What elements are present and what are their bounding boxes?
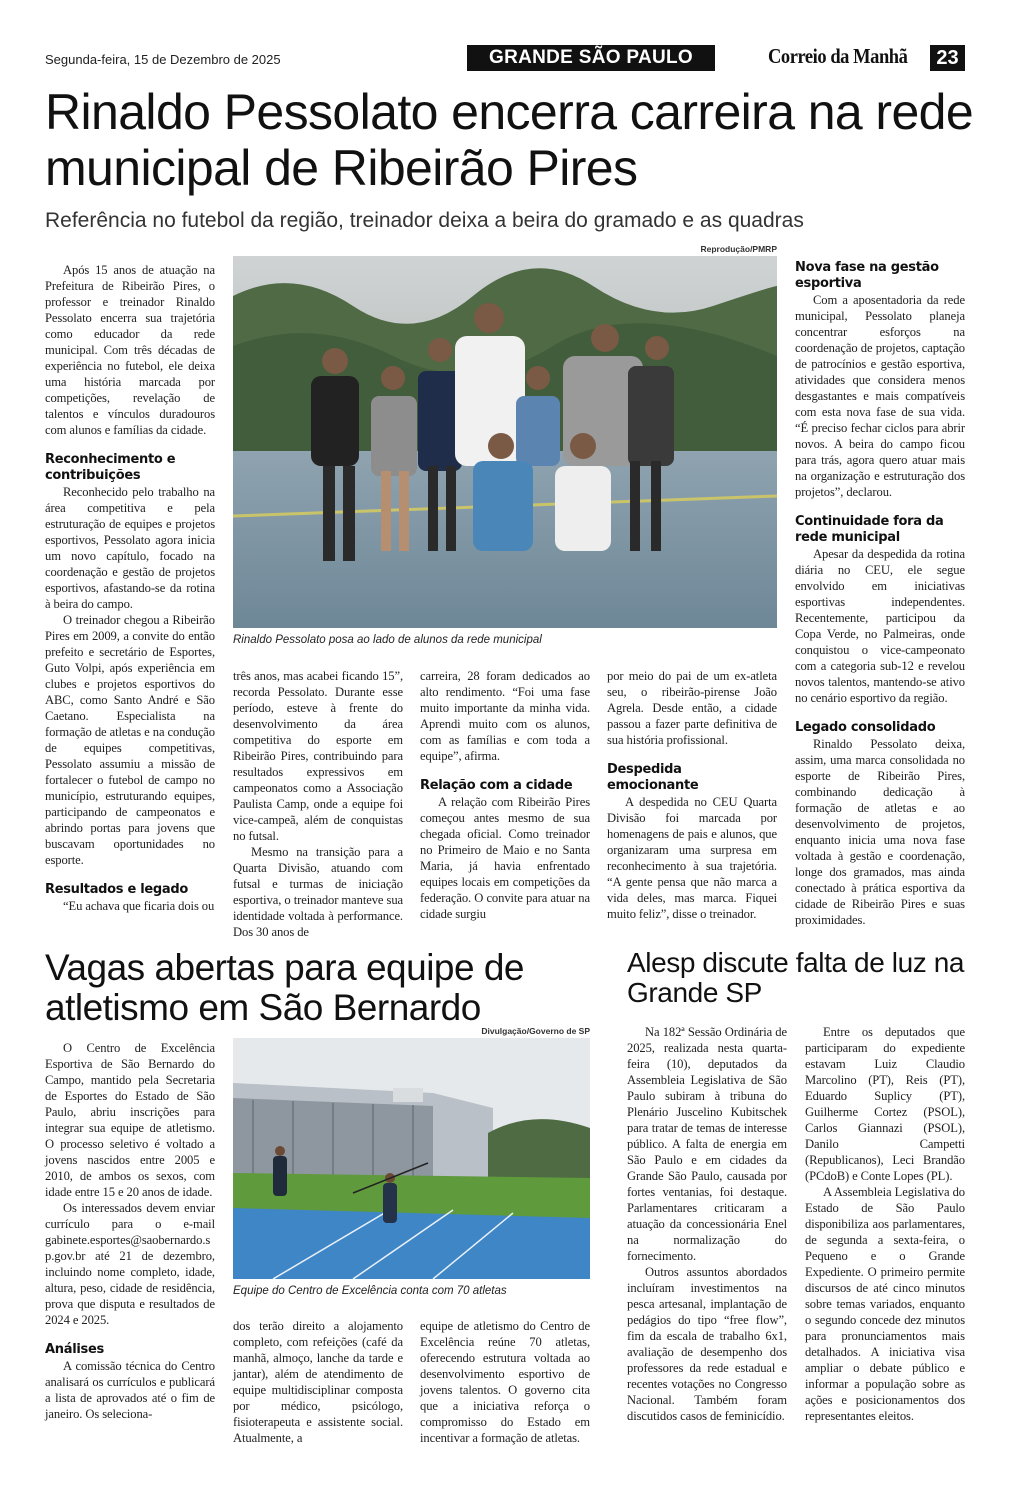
athletics-column-3 — [420, 1318, 590, 1446]
subheading: Relação com a cidade — [420, 778, 573, 793]
paragraph: “Eu achava que ficaria dois ou — [63, 899, 215, 913]
paragraph: dos terão direito a alojamento completo, com refeições (café da manhã, almoço, lanche da tarde e jantar), além de atendimento de equipe multidisciplinar composta por médico, psicólogo, fisioterapeuta e assistente social. Atualmente, a — [233, 1319, 403, 1445]
main-headline: Rinaldo Pessolato encerra carreira na rede municipal de Ribeirão Pires — [45, 84, 974, 196]
paragraph: O Centro de Excelência Esportiva de São Bernardo do Campo, mantido pela Secretaria de Esportes do Estado de São Paulo, abriu inscrições para integrar sua equipe de atletismo. O processo seletivo é voltado a jovens nascidos entre 2005 e 2010, de ambos os sexos, com idade entre 15 e 20 anos de idade. — [45, 1041, 215, 1199]
main-photo-credit: Reprodução/PMRP — [700, 244, 777, 254]
edition-date: Segunda-feira, 15 de Dezembro de 2025 — [45, 52, 281, 67]
paragraph: A Assembleia Legislativa do Estado de São Paulo disponibiliza aos parlamentares, de segunda a sexta-feira, o Pequeno e o Grande Expediente. O primeiro permite discursos de até cinco minutos sobre temas variados, enquanto o segundo concede dez minutos para pronunciamentos mais detalhados. A iniciativa visa ampliar o debate público e informar a população sobre as ações e posicionamentos dos representantes eleitos. — [805, 1185, 965, 1423]
subheading: Continuidade fora da rede municipal — [795, 514, 944, 545]
paragraph: Reconhecido pelo trabalho na área competitiva e pela estruturação de equipes e projetos esportivos, Pessolato agora inicia um novo capítulo, focado na coordenação e gestão de projetos esportivos, afastando-se da rotina à beira do campo. — [45, 485, 215, 611]
paragraph: A relação com Ribeirão Pires começou antes mesmo de sua chegada oficial. Como treinador no Primeiro de Maio e no Santa Maria, já havia enfrentado equipes locais em competições da federação. O convite para atuar na cidade surgiu — [420, 795, 590, 921]
main-subtitle: Referência no futebol da região, treinador deixa a beira do gramado e as quadras — [45, 209, 804, 232]
paragraph: Rinaldo Pessolato deixa, assim, uma marca consolidada no esporte de Ribeirão Pires, combinando dedicação à formação de atletas e ao desenvolvimento de projetos, enquanto inicia uma nova fase voltada à gestão e coordenação, longe dos gramados, mas ainda conectado à prática esportiva da cidade de Ribeirão Pires e suas proximidades. — [795, 737, 965, 927]
section-label: GRANDE SÃO PAULO — [467, 45, 715, 71]
athletics-column-2 — [233, 1318, 403, 1446]
athletics-headline: Vagas abertas para equipe de atletismo em São Bernardo — [45, 947, 525, 1028]
subheading: Resultados e legado — [45, 882, 188, 897]
paragraph: Apesar da despedida da rotina diária no CEU, ele segue envolvido em iniciativas esportivas independentes. Recentemente, participou da Copa Verde, no Palmeiras, onde conquistou o vice-campeonato com a categoria sub-12 e revelou novos talentos, mantendo-se ativo no cenário esportivo da região. — [795, 547, 965, 705]
athletics-photo — [233, 1038, 590, 1279]
paragraph: O treinador chegou a Ribeirão Pires em 2009, a convite do então prefeito e secretário de Esportes, Guto Volpi, após experiência em clubes e projetos esportivos do ABC, como Santo André e São Caetano. Especialista na formação de atletas e na condução de equipes competitivas, Pessolato assumiu a missão de fortalecer o futebol de campo no município, estruturando equipes, participando de campeonatos e abrindo portas para jovens que buscavam oportunidades no esporte. — [45, 613, 215, 867]
main-article-column-4 — [607, 668, 777, 922]
main-photo — [233, 256, 777, 628]
paragraph: Após 15 anos de atuação na Prefeitura de Ribeirão Pires, o professor e treinador Rinaldo Pessolato encerra sua trajetória como educador da rede municipal. Com três décadas de experiência no futebol, ele deixa uma história marcada por competições, revelação de talentos e vínculos duradouros com alunos e famílias da cidade. — [45, 263, 215, 437]
paragraph: três anos, mas acabei ficando 15”, recorda Pessolato. Durante esse período, esteve à frente do desenvolvimento da área competitiva do esporte em Ribeirão Pires, contribuindo para resultados expressivos em campeonatos como a Associação Paulista Camp, onde a equipe foi vice-campeã, além de conquistas no futsal. — [233, 669, 403, 843]
athletics-photo-illustration — [233, 1038, 590, 1279]
paragraph: Mesmo na transição para a Quarta Divisão, atuando com futsal e turmas de iniciação esportiva, o treinador manteve sua identidade voltada à performance. Dos 30 anos de — [233, 845, 403, 939]
group-photo-illustration — [233, 256, 777, 628]
main-article-column-3 — [420, 668, 590, 922]
alesp-column-1 — [627, 1024, 787, 1424]
athletics-photo-caption: Equipe do Centro de Excelência conta com 70 atletas — [233, 1285, 507, 1297]
paragraph: Com a aposentadoria da rede municipal, Pessolato planeja concentrar esforços na coordenação de projetos, captação de patrocínios e gestão esportiva, atividades que considera menos desgastantes e mais compatíveis com esta nova fase de sua vida. “É preciso fechar ciclos para abrir novos. A beira do campo ficou para trás, agora quero atuar mais na organização e estruturação dos projetos”, declarou. — [795, 293, 965, 499]
alesp-column-2 — [805, 1024, 965, 1424]
page-number: 23 — [930, 45, 965, 71]
paragraph: Outros assuntos abordados incluíram investimentos na pesca artesanal, implantação de pedágios do tipo “free flow”, fim da escala de trabalho 6x1, avaliação de desempenho dos professores da rede estadual e recentes votações no Congresso Nacional. Também foram discutidos casos de feminicídio. — [627, 1265, 787, 1423]
main-article-column-5 — [795, 260, 965, 928]
paragraph: A comissão técnica do Centro analisará os currículos e publicará a lista de aprovados até o fim de janeiro. Os seleciona- — [45, 1359, 215, 1421]
athletics-column-1 — [45, 1040, 215, 1422]
paragraph: A despedida no CEU Quarta Divisão foi marcada por homenagens de pais e alunos, que organizaram uma surpresa em reconhecimento à sua trajetória. “A gente pensa que não marca a vida deles, mas marca. Fiquei muito feliz”, disse o treinador. — [607, 795, 777, 921]
paragraph: equipe de atletismo do Centro de Excelência reúne 70 atletas, oferecendo estrutura voltada ao desenvolvimento esportivo de jovens talentos. O governo cita que a iniciativa reforça o compromisso do Estado em incentivar a formação de atletas. — [420, 1319, 590, 1445]
paragraph: por meio do pai de um ex-atleta seu, o ribeirão-pirense João Agrela. Desde então, a cidade passou a fazer parte definitiva de sua história profissional. — [607, 669, 777, 747]
main-article-column-1 — [45, 262, 215, 914]
subheading: Reconhecimento e contribuições — [45, 452, 176, 483]
alesp-headline: Alesp discute falta de luz na Grande SP — [627, 947, 965, 1008]
paragraph: Os interessados devem enviar currículo para o e-mail gabinete.esportes@saobernardo.sp.gov.br até 21 de dezembro, incluindo nome completo, idade, altura, peso, cidade de residência, prova que disputa e resultados de 2024 e 2025. — [45, 1201, 215, 1327]
paragraph: Entre os deputados que participaram do expediente estavam Luiz Claudio Marcolino (PT), Reis (PT), Eduardo Suplicy (PT), Guilherme Cortez (PSOL), Carlos Giannazi (PSOL), Danilo Campetti (Republicanos), Leci Brandão (PCdoB) e Conte Lopes (PL). — [805, 1025, 965, 1183]
subheading: Nova fase na gestão esportiva — [795, 260, 939, 291]
paragraph: carreira, 28 foram dedicados ao alto rendimento. “Foi uma fase muito importante da minha vida. Aprendi muito com os alunos, com as famílias e com toda a equipe”, afirma. — [420, 669, 590, 763]
newspaper-logo: Correio da Manhã — [768, 44, 908, 68]
subheading: Legado consolidado — [795, 720, 936, 735]
subheading: Despedida emocionante — [607, 762, 699, 793]
athletics-photo-credit: Divulgação/Governo de SP — [481, 1026, 590, 1036]
paragraph: Na 182ª Sessão Ordinária de 2025, realizada nesta quarta-feira (10), deputados da Assembleia Legislativa de São Paulo subiram à tribuna do Plenário Juscelino Kubitschek para tratar de temas de interesse público. A falta de energia em São Paulo e em cidades da Grande São Paulo, causada por fortes ventanias, foi destaque. Parlamentares criticaram a atuação da concessionária Enel na normalização do fornecimento. — [627, 1025, 787, 1263]
main-article-column-2 — [233, 668, 403, 940]
main-photo-caption: Rinaldo Pessolato posa ao lado de alunos da rede municipal — [233, 634, 542, 646]
subheading: Análises — [45, 1342, 104, 1357]
